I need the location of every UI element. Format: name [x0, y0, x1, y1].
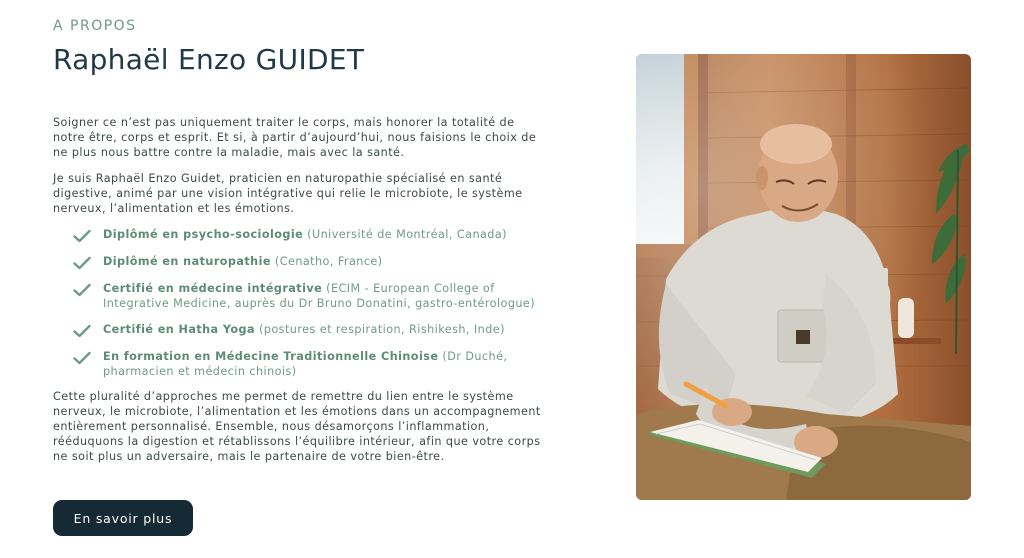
page-title: Raphaël Enzo GUIDET [53, 43, 365, 76]
credential-title: Diplômé en psycho-sociologie [103, 228, 304, 241]
credential-title: Certifié en médecine intégrative [103, 282, 323, 295]
credential-item [73, 227, 549, 243]
outro-paragraph: Cette pluralité d’approches me permet de remettre du lien entre le système nerveux, le microbiote, l’alimentation et les émotions dans un accompagnement entièrement personnalisé. Ensemble, nous désamorçons l’inflammation, rééduquons la digestion et rétablissons l’équilibre intérieur, afin que votre corps ne soit plus un adversaire, mais le partenaire de votre bien-être. [53, 390, 541, 463]
credential-text [103, 281, 549, 311]
credential-detail: (Université de Montréal, Canada) [303, 228, 507, 241]
credential-title: En formation en Médecine Traditionnelle Chinoise [103, 350, 439, 363]
credential-title: Certifié en Hatha Yoga [103, 323, 256, 336]
credential-title: Diplômé en naturopathie [103, 255, 271, 268]
credential-text [103, 349, 549, 379]
intro-paragraph-1: Soigner ce n’est pas uniquement traiter le corps, mais honorer la totalité de notre être, corps et esprit. Et si, à partir d’aujourd’hui, nous faisions le choix de ne plus nous battre contre la maladie, mais avec la santé. [53, 116, 537, 159]
credentials-list [73, 227, 549, 390]
check-icon [73, 229, 91, 243]
credential-detail: (Dr Duché, pharmacien et médecin chinois) [103, 350, 508, 378]
credential-detail: (ECIM - European College of Integrative Medicine, auprès du Dr Bruno Donatini, gastro-entérologue) [103, 282, 536, 310]
credential-text [103, 254, 383, 269]
credential-detail: (postures et respiration, Rishikesh, Inde) [255, 323, 505, 336]
credential-text [103, 227, 507, 242]
check-icon [73, 351, 91, 365]
check-icon [73, 256, 91, 270]
check-icon [73, 324, 91, 338]
credential-item [73, 254, 549, 270]
credential-text [103, 322, 505, 337]
intro-paragraph-2: Je suis Raphaël Enzo Guidet, praticien en naturopathie spécialisé en santé digestive, animé par une vision intégrative qui relie le microbiote, le système nerveux, l’alimentation et les émotions. [53, 172, 523, 215]
credential-item [73, 281, 549, 311]
check-icon [73, 283, 91, 297]
credential-item [73, 322, 549, 338]
credential-detail: (Cenatho, France) [270, 255, 383, 268]
eyebrow-label: A PROPOS [53, 18, 137, 34]
learn-more-button[interactable]: En savoir plus [53, 500, 193, 536]
credential-item [73, 349, 549, 379]
portrait-photo [636, 54, 971, 500]
